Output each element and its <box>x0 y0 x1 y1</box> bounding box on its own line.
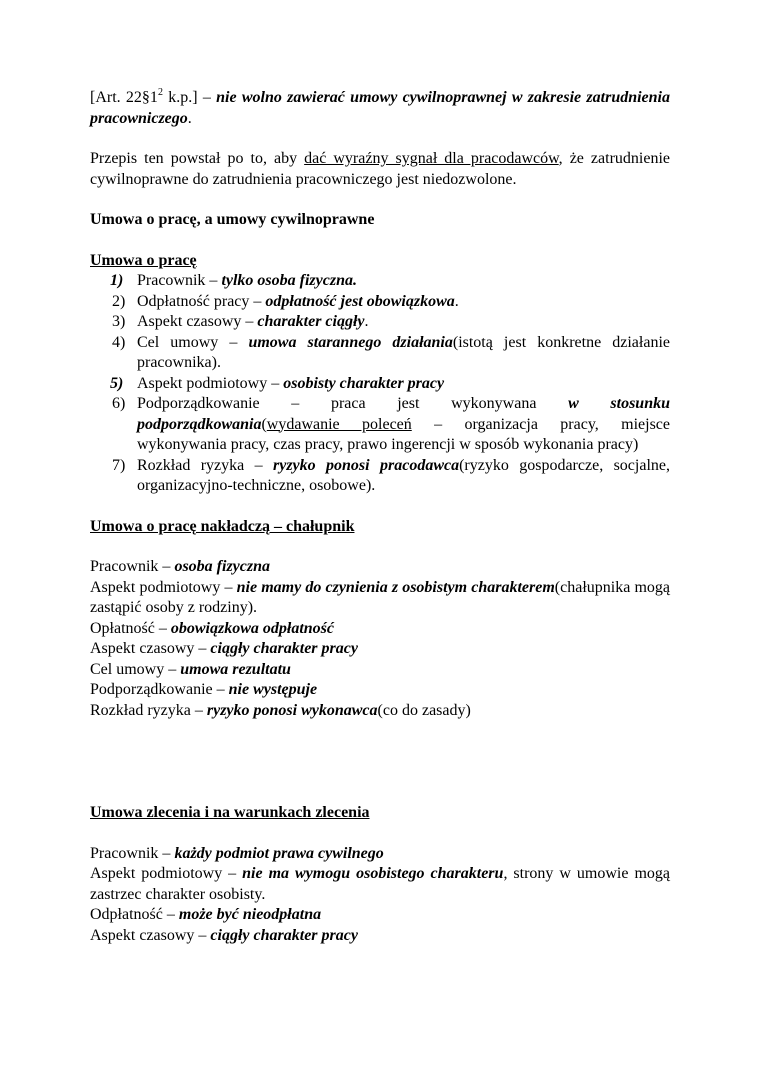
purpose-paragraph: Przepis ten powstał po to, aby dać wyraźny sygnał dla pracodawców, że zatrudnienie cywilnoprawne do zatrudnienia pracowniczego jest niedozwolone. <box>90 150 670 188</box>
list-item: Opłatność – obowiązkowa odpłatność <box>90 619 335 637</box>
employment-contract-list <box>90 271 670 497</box>
list-item: 4) Cel umowy – umowa starannego działania(istotą jest konkretne działanie pracownika). <box>112 333 670 371</box>
list-item: Pracownik – osoba fizyczna <box>90 558 270 575</box>
outwork-contract-rows <box>90 557 670 721</box>
list-item: Pracownik – każdy podmiot prawa cywilnego <box>90 844 384 862</box>
list-item: Rozkład ryzyka – ryzyko ponosi wykonawca(co do zasady) <box>90 701 471 719</box>
list-item: Cel umowy – umowa rezultatu <box>90 660 291 678</box>
underlined-text: dać wyraźny sygnał dla pracodawców <box>304 150 559 167</box>
list-item: Aspekt czasowy – ciągły charakter pracy <box>90 640 358 657</box>
list-item: Odpłatność – może być nieodpłatna <box>90 906 322 923</box>
list-item: Podporządkowanie – nie występuje <box>90 681 318 698</box>
article-reference: [Art. 22§1 <box>90 89 158 106</box>
superscript: 2 <box>157 86 163 98</box>
list-item: 7) Rozkład ryzyka – ryzyko ponosi pracodawca(ryzyko gospodarcze, socjalne, organizacyjno-techniczne, osobowe). <box>112 456 670 494</box>
list-item: Aspekt podmiotowy – nie ma wymogu osobistego charakteru, strony w umowie mogą zastrzec charakter osobisty. <box>90 865 671 903</box>
list-item: 2) Odpłatność pracy – odpłatność jest obowiązkowa. <box>112 292 459 310</box>
section-employment-contract-title: Umowa o pracę <box>90 251 197 269</box>
emphasis-text: nie wolno zawierać umowy cywilnoprawnej w zakresie zatrudnienia pracowniczego <box>90 89 671 127</box>
document-page <box>90 88 670 946</box>
article-reference-end: k.p.] – <box>162 89 217 106</box>
list-item: Aspekt czasowy – ciągły charakter pracy <box>90 926 358 944</box>
main-heading: Umowa o pracę, a umowy cywilnoprawne <box>90 211 375 228</box>
mandate-contract-rows <box>90 844 670 947</box>
list-item: 6) Podporządkowanie – praca jest wykonywana w stosunku podporządkowania(wydawanie poleceń – organizacja pracy, miejsce wykonywania pracy, czas pracy, prawo ingerencji w sposób wykonania pracy) <box>112 395 670 453</box>
intro-paragraph: [Art. $22\S 1^2$ k.p.] – nie wolno zawierać umowy cywilnoprawnej w zakresie zatrudnienia pracowniczego. <box>90 86 671 127</box>
list-item: 5) Aspekt podmiotowy – osobisty charakter pracy <box>110 374 445 392</box>
list-item: 3) Aspekt czasowy – charakter ciągły. <box>112 313 369 330</box>
section-outwork-contract-title: Umowa o pracę nakładczą – chałupnik <box>90 517 355 535</box>
section-mandate-contract-title: Umowa zlecenia i na warunkach zlecenia <box>90 804 370 821</box>
list-item: Aspekt podmiotowy – nie mamy do czynienia z osobistym charakterem(chałupnika mogą zastąpić osoby z rodziny). <box>90 578 671 616</box>
list-item: 1) Pracownik – tylko osoba fizyczna. <box>110 272 357 289</box>
